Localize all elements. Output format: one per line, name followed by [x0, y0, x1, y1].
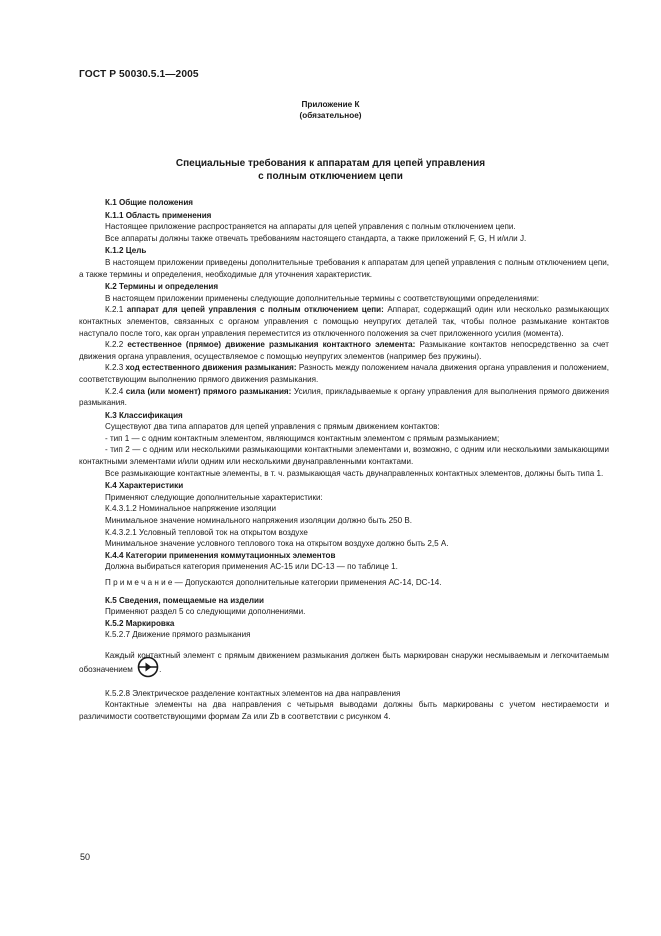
paragraph: В настоящем приложении приведены дополнительные требования к аппаратам для цепей управления с полным отключением цепи, а также термины и определения, необходимые для уточнения характеристик.	[79, 257, 609, 279]
definition-text: Аппарат, содержащий один или несколько размыкающих контактных элементов, связанных с органом управления с помощью неупругих деталей так, чтобы полное размыкание контактов наступало после того, как орган управления переместится из отключенного положения за счет приложенного усилия (момента).	[79, 305, 609, 338]
list-item: - тип 2 — с одним или несколькими размыкающими контактными элементами и, возможно, с одним или несколькими замыкающими контактными элементами и/или одним или несколькими двунаправленными контактами.	[79, 445, 609, 467]
section-k2-heading: К.2 Термины и определения	[105, 282, 219, 292]
marking-paragraph	[79, 650, 609, 678]
paragraph: Минимальное значение условного теплового тока на открытом воздухе должно быть 2,5 А.	[105, 539, 449, 549]
section-k4-4-heading: К.4.4 Категории применения коммутационных элементов	[105, 550, 336, 560]
section-k1-1-heading: К.1.1 Область применения	[105, 210, 212, 220]
appendix-title: Приложение К	[301, 100, 360, 109]
definition-number: К.2.1	[105, 305, 127, 315]
definition-number: К.2.2	[105, 340, 128, 350]
definition-term: ход естественного движения размыкания:	[125, 363, 297, 373]
definition-text: Усилия, прикладываемые к органу управления для выполнения прямого движения размыкания.	[79, 386, 609, 408]
section-k5-heading: К.5 Сведения, помещаемые на изделии	[105, 595, 264, 605]
paragraph: К.4.3.2.1 Условный тепловой ток на открытом воздухе	[105, 527, 308, 537]
definition-term: аппарат для цепей управления с полным отключением цепи:	[126, 305, 384, 315]
paragraph: Минимальное значение номинального напряжения изоляции должно быть 250 В.	[105, 516, 413, 526]
definition-text: Размыкание контактов непосредственно за счет движения органа управления, осуществляемое с помощью неупругих элементов (например без пружины).	[79, 340, 610, 361]
paragraph: Существуют два типа аппаратов для цепей управления с прямым движением контактов:	[105, 422, 440, 432]
paragraph: Должна выбираться категория применения АС-15 или DC-13 — по таблице 1.	[105, 562, 398, 572]
document-body	[79, 197, 609, 722]
paragraph: Настоящее приложение распространяется на аппараты для цепей управления с полным отключением цепи.	[105, 222, 516, 232]
paragraph: В настоящем приложении применены следующие дополнительные термины с соответствующими определениями:	[105, 293, 540, 303]
paragraph: Контактные элементы на два направления с четырьмя выводами должны быть маркированы с учетом нестираемости и различимости соответствующими формам Za или Zb в соответствии с рисунком 4.	[79, 700, 609, 721]
paragraph: К.5.2.8 Электрическое разделение контактных элементов на два направления	[105, 688, 401, 698]
section-k5-2-heading: К.5.2 Маркировка	[105, 618, 175, 628]
definition-number: К.2.4	[105, 386, 126, 396]
paragraph: Применяют следующие дополнительные характеристики:	[105, 492, 323, 502]
list-item: - тип 1 — с одним контактным элементом, являющимся контактным элементом с прямым размыканием;	[105, 433, 500, 443]
definition-k2-4	[79, 386, 609, 409]
section-k3-heading: К.3 Классификация	[105, 410, 183, 420]
document-title-line2: с полным отключением цепи	[258, 171, 403, 182]
paragraph: К.5.2.7 Движение прямого размыкания	[105, 630, 251, 640]
appendix-status: (обязательное)	[299, 111, 362, 121]
definition-k2-2	[79, 339, 609, 362]
document-title-line1: Специальные требования к аппаратам для цепей управления	[175, 158, 486, 169]
document-title	[0, 157, 661, 183]
paragraph: К.4.3.1.2 Номинальное напряжение изоляции	[105, 504, 277, 514]
note	[79, 577, 609, 589]
marking-end: .	[159, 664, 162, 674]
section-k1-2-heading: К.1.2 Цель	[105, 246, 147, 256]
note-text: — Допускаются дополнительные категории применения АС-14, DC-14.	[172, 578, 442, 587]
section-k1-heading: К.1 Общие положения	[105, 198, 194, 207]
marking-text: Каждый контактный элемент с прямым движением размыкания должен быть маркирован снаружи несмываемым и легкочитаемым обозначением	[79, 650, 609, 674]
definition-term: сила (или момент) прямого размыкания:	[125, 386, 292, 396]
definition-number: К.2.3	[105, 363, 126, 373]
appendix-heading	[0, 99, 661, 121]
standard-header: ГОСТ Р 50030.5.1—2005	[79, 69, 199, 80]
paragraph: Применяют раздел 5 со следующими дополнениями.	[105, 607, 306, 617]
paragraph: Все размыкающие контактные элементы, в т. ч. размыкающая часть двунаправленных контактных элементов, должны быть типа 1.	[105, 468, 604, 478]
page-number: 50	[80, 852, 91, 862]
paragraph: Все аппараты должны также отвечать требованиям настоящего стандарта, а также приложений F, G, H и/или J.	[105, 233, 527, 243]
definition-term: естественное (прямое) движение размыкания контактного элемента:	[127, 340, 416, 350]
direct-opening-symbol-icon	[137, 656, 162, 678]
definition-k2-1	[79, 304, 609, 339]
section-k4-heading: К.4 Характеристики	[105, 481, 184, 491]
note-label: П р и м е ч а н и е	[105, 578, 173, 587]
definition-k2-3	[79, 362, 609, 385]
definition-text: Разность между положением начала движения органа управления и положением, соответствующим выполнению прямого движения размыкания.	[79, 363, 609, 384]
